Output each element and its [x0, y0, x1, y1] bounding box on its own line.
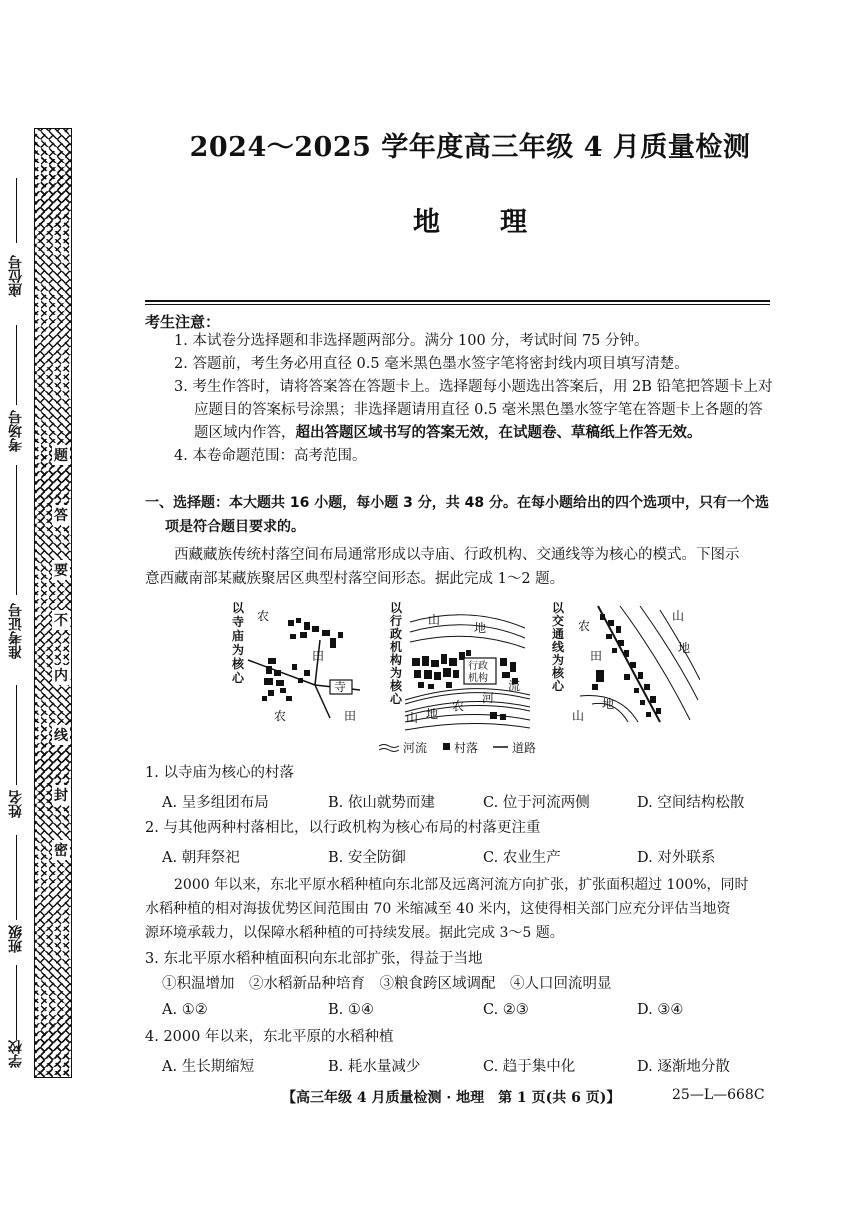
exam-title: 2024～2025 学年度高三年级 4 月质量检测 [189, 132, 751, 163]
question-stem: 3. 东北平原水稻种植面积向东北部扩张，得益于当地 [145, 951, 483, 967]
panel2-label: 农 [452, 699, 465, 713]
notes-heading: 考生注意： [145, 313, 221, 331]
option-d: D. 逐渐地分散 [637, 1059, 730, 1075]
panel1-label: 农 [257, 609, 270, 623]
subject-title: 地理 [413, 207, 587, 238]
panel-temple-core [231, 601, 360, 723]
seat-number-label: 座位号 [8, 255, 24, 297]
field-line [16, 965, 17, 1040]
panel2-label: 地 [426, 707, 439, 721]
panel3-label: 山 [572, 709, 585, 723]
option-a: A. 生长期缩短 [162, 1059, 255, 1075]
passage-line: 水稻种植的相对海拔优势区间范围由 70 米缩减至 40 米内，这使得相关部门应充分评估当地资 [145, 901, 731, 917]
option-a: A. 朝拜祭祀 [162, 850, 240, 866]
name-label: 姓名 [8, 790, 24, 818]
option-d: D. 空间结构松散 [637, 795, 745, 811]
exam-room-label: 考场号 [8, 410, 24, 452]
panel3-vertical-title: 以交通线为核心 [552, 601, 565, 693]
panel2-vertical-title: 以行政机构为核心 [390, 601, 403, 706]
ticket-number-label: 准考证号 [8, 603, 24, 659]
panel3-label: 田 [590, 649, 603, 663]
panel2-label: 行政 [468, 661, 488, 672]
section-heading: 一、选择题：本大题共 16 小题，每小题 3 分，共 48 分。在每小题给出的四个选项中，只有一个选 [145, 495, 769, 511]
seal-char: 不 [52, 610, 70, 630]
school-label: 学校 [8, 1040, 24, 1068]
field-line [16, 325, 17, 405]
header-rule [145, 300, 770, 302]
panel1-label: 田 [312, 649, 325, 663]
field-line [16, 685, 17, 785]
panel2-label: 流 [508, 679, 521, 693]
legend-village: 村落 [454, 741, 479, 755]
passage-line: 西藏藏族传统村落空间布局通常形成以寺庙、行政机构、交通线等为核心的模式。下图示 [174, 547, 740, 563]
panel2-label: 山 [406, 711, 419, 725]
note-text: 题区域内作答， [194, 425, 296, 441]
passage-line: 2000 年以来，东北平原水稻种植向东北部及远离河流方向扩张，扩张面积超过 100%，同时 [174, 877, 749, 893]
panel2-label: 河 [482, 691, 495, 705]
option-b: B. 安全防御 [328, 850, 406, 866]
note-item-line [194, 422, 702, 444]
section-heading-cont: 项是符合题目要求的。 [165, 519, 305, 535]
seal-char: 要 [52, 560, 70, 580]
note-item: 应题目的答案标号涂黑；非选择题请用直径 0.5 毫米黑色墨水签字笔在答题卡上各题的答 [194, 402, 763, 418]
class-label: 班级 [8, 925, 24, 953]
page-footer: 【高三年级 4 月质量检测 · 地理 第 1 页(共 6 页)】 [282, 1090, 621, 1106]
field-line [16, 835, 17, 920]
option-d: D. ③④ [637, 1002, 684, 1018]
figure-legend [379, 740, 536, 755]
panel2-label: 地 [474, 621, 487, 635]
question-choices: ①积温增加 ②水稻新品种培育 ③粮食跨区域调配 ④人口回流明显 [162, 976, 612, 992]
seal-char: 线 [52, 725, 70, 745]
option-a: A. ①② [162, 1002, 208, 1018]
option-c: C. ②③ [483, 1002, 529, 1018]
option-c: C. 趋于集中化 [483, 1059, 576, 1075]
panel1-label-temple: 寺 [334, 680, 347, 694]
note-item: 1. 本试卷分选择题和非选择题两部分。满分 100 分，考试时间 75 分钟。 [174, 333, 649, 349]
note-warning: 超出答题区域书写的答案无效，在试题卷、草稿纸上作答无效。 [295, 425, 702, 441]
note-item: 4. 本卷命题范围：高考范围。 [174, 448, 367, 464]
passage-line: 源环境承载力，以保障水稻种植的可持续发展。据此完成 3～5 题。 [145, 925, 564, 941]
panel-transport-core [551, 601, 700, 723]
panel-admin-core [389, 601, 530, 730]
panel1-vertical-title: 以寺庙为核心 [232, 601, 245, 685]
header-rule-thin [145, 304, 770, 305]
option-c: C. 位于河流两侧 [483, 795, 590, 811]
panel2-label: 机构 [468, 673, 488, 684]
seal-text-column [38, 140, 68, 1070]
seal-char: 题 [52, 445, 70, 465]
legend-road: 道路 [512, 741, 537, 755]
passage-line: 意西藏南部某藏族聚居区典型村落空间形态。据此完成 1～2 题。 [145, 571, 565, 587]
option-b: B. 耗水量减少 [328, 1059, 421, 1075]
village-layout-figure [220, 600, 700, 760]
panel3-label: 山 [672, 609, 685, 623]
option-c: C. 农业生产 [483, 850, 561, 866]
panel1-label: 农 [274, 709, 287, 723]
seal-char: 内 [52, 665, 70, 685]
legend-river: 河流 [403, 741, 428, 755]
panel3-label: 地 [678, 641, 691, 655]
note-item: 3. 考生作答时，请将答案答在答题卡上。选择题每小题选出答案后，用 2B 铅笔把答题卡上对 [174, 379, 773, 395]
option-d: D. 对外联系 [637, 850, 716, 866]
seal-char: 答 [52, 505, 70, 525]
panel1-label: 田 [344, 709, 357, 723]
field-line [16, 465, 17, 595]
paper-code: 25—L—668C [672, 1087, 765, 1103]
note-item: 2. 答题前，考生务必用直径 0.5 毫米黑色墨水签字笔将密封线内项目填写清楚。 [174, 356, 689, 372]
option-b: B. 依山就势而建 [328, 795, 435, 811]
panel3-label: 农 [578, 619, 591, 633]
question-stem: 2. 与其他两种村落相比，以行政机构为核心布局的村落更注重 [145, 820, 541, 836]
question-stem: 4. 2000 年以来，东北平原的水稻种植 [145, 1029, 394, 1045]
option-b: B. ①④ [328, 1002, 374, 1018]
option-a: A. 呈多组团布局 [162, 795, 269, 811]
seal-char: 密 [52, 840, 70, 860]
panel2-label: 山 [428, 613, 441, 627]
seal-char: 封 [52, 785, 70, 805]
field-line [16, 178, 17, 243]
panel3-label: 地 [602, 697, 615, 711]
question-stem: 1. 以寺庙为核心的村落 [145, 765, 294, 781]
